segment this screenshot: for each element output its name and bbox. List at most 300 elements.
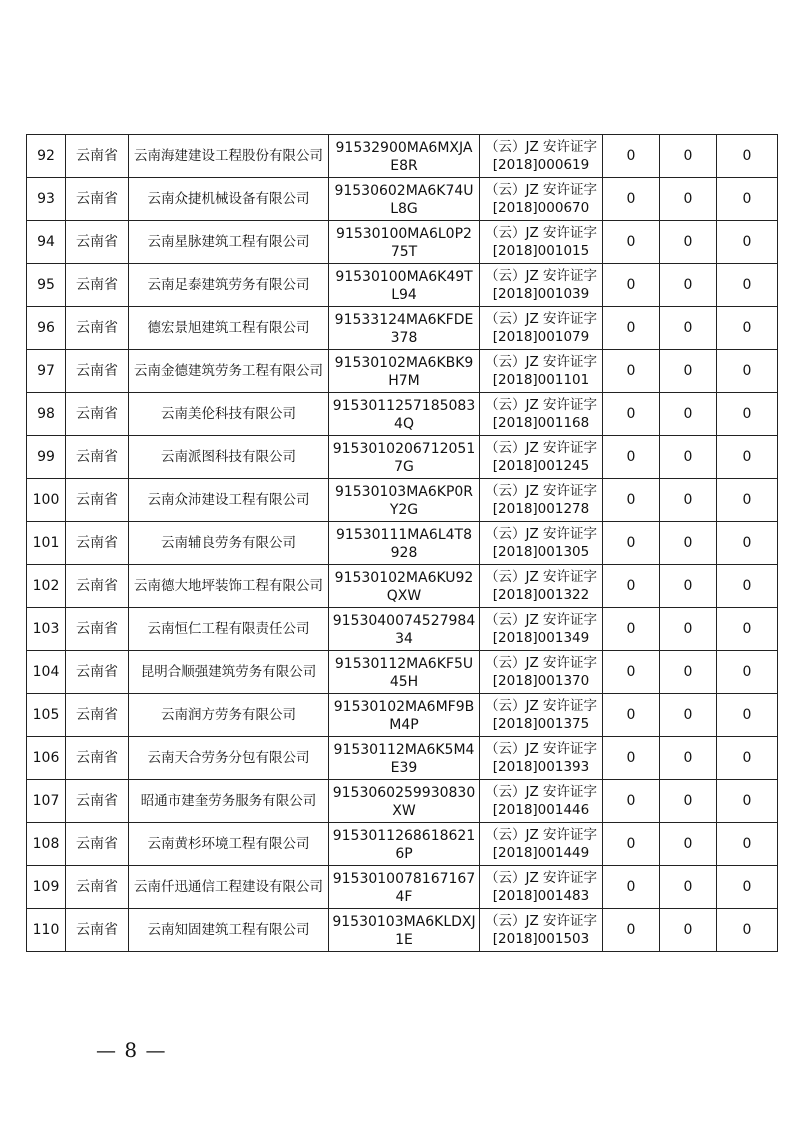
row-number-cell [27,479,66,522]
permit-number-cell [480,651,603,694]
credit-code-cell-text: 34 [395,630,413,647]
count-cell-1-text: 0 [626,664,636,680]
permit-number-cell-text: （云）JZ 安许证字 [484,526,598,542]
table-row [27,694,778,737]
permit-number-cell-text: （云）JZ 安许证字 [484,139,598,155]
credit-code-cell-text: 91530112MA6KF5U [334,655,474,672]
count-cell-3 [717,479,778,522]
company-name-cell [129,307,329,350]
credit-code-cell-text: L94 [391,286,417,303]
province-cell-text: 云南省 [76,234,118,250]
row-number-cell [27,866,66,909]
count-cell-1-text: 0 [626,449,636,465]
permit-number-cell-text: （云）JZ 安许证字 [484,268,598,284]
row-number-cell-text: 95 [37,277,55,293]
credit-code-cell [329,307,480,350]
permit-number-cell-text: [2018]001039 [492,286,590,302]
count-cell-3-text: 0 [742,836,752,852]
permit-number-cell [480,221,603,264]
count-cell-3 [717,694,778,737]
permit-number-cell [480,909,603,952]
permit-number-cell-text: [2018]001349 [492,630,590,646]
count-cell-3-text: 0 [742,277,752,293]
province-cell-text: 云南省 [76,320,118,336]
permit-number-cell [480,350,603,393]
credit-code-cell-text: 1E [395,931,413,948]
company-name-cell-text: 云南美伦科技有限公司 [161,406,296,422]
table-row [27,737,778,780]
count-cell-3-text: 0 [742,234,752,250]
company-name-cell [129,866,329,909]
permit-number-cell-text: [2018]001393 [492,759,590,775]
company-name-cell [129,909,329,952]
company-name-cell-text: 昆明合顺强建筑劳务有限公司 [140,664,317,680]
count-cell-1-text: 0 [626,879,636,895]
count-cell-2 [660,694,717,737]
count-cell-2 [660,178,717,221]
row-number-cell [27,393,66,436]
count-cell-3-text: 0 [742,879,752,895]
credit-code-cell [329,909,480,952]
company-name-cell-text: 云南金德建筑劳务工程有限公司 [134,363,323,379]
company-table-container [26,134,778,952]
count-cell-1-text: 0 [626,535,636,551]
permit-number-cell-text: [2018]001168 [492,415,590,431]
count-cell-2-text: 0 [683,492,693,508]
table-row [27,909,778,952]
count-cell-3 [717,436,778,479]
row-number-cell-text: 109 [32,879,60,895]
count-cell-2-text: 0 [683,363,693,379]
province-cell-text: 云南省 [76,922,118,938]
count-cell-3 [717,737,778,780]
credit-code-cell [329,221,480,264]
credit-code-cell-text: L8G [390,200,418,217]
credit-code-cell [329,694,480,737]
count-cell-1-text: 0 [626,191,636,207]
count-cell-3 [717,909,778,952]
count-cell-1-text: 0 [626,793,636,809]
row-number-cell-text: 106 [32,750,60,766]
permit-number-cell [480,694,603,737]
permit-number-cell-text: [2018]001446 [492,802,590,818]
credit-code-cell-text: 91530111MA6L4T8 [336,526,472,543]
permit-number-cell [480,866,603,909]
count-cell-1 [603,866,660,909]
company-name-cell [129,522,329,565]
permit-number-cell-text: [2018]000670 [492,200,590,216]
company-table-body [27,135,778,952]
row-number-cell-text: 107 [32,793,60,809]
row-number-cell-text: 105 [32,707,60,723]
permit-number-cell-text: （云）JZ 安许证字 [484,784,598,800]
credit-code-cell-text: 91530112MA6K5M4 [333,741,475,758]
row-number-cell-text: 94 [37,234,55,250]
count-cell-3 [717,393,778,436]
company-name-cell-text: 云南润方劳务有限公司 [161,707,296,723]
permit-number-cell-text: [2018]001449 [492,845,590,861]
company-name-cell [129,350,329,393]
province-cell-text: 云南省 [76,879,118,895]
count-cell-1 [603,479,660,522]
province-cell [66,350,129,393]
row-number-cell [27,651,66,694]
permit-number-cell-text: [2018]001370 [492,673,590,689]
count-cell-3 [717,780,778,823]
table-row [27,178,778,221]
count-cell-1 [603,307,660,350]
permit-number-cell-text: （云）JZ 安许证字 [484,827,598,843]
count-cell-1-text: 0 [626,148,636,164]
table-row [27,651,778,694]
credit-code-cell-text: 378 [390,329,418,346]
table-row [27,823,778,866]
count-cell-2 [660,866,717,909]
company-name-cell [129,737,329,780]
province-cell [66,436,129,479]
company-name-cell [129,479,329,522]
company-name-cell-text: 云南星脉建筑工程有限公司 [147,234,310,250]
count-cell-1-text: 0 [626,922,636,938]
permit-number-cell-text: [2018]001503 [492,931,590,947]
count-cell-1-text: 0 [626,750,636,766]
credit-code-cell-text: 9153040074527984 [332,612,476,629]
permit-number-cell-text: （云）JZ 安许证字 [484,397,598,413]
permit-number-cell-text: [2018]001305 [492,544,590,560]
count-cell-2-text: 0 [683,234,693,250]
credit-code-cell-text: 928 [390,544,418,561]
province-cell [66,737,129,780]
count-cell-2 [660,221,717,264]
province-cell-text: 云南省 [76,492,118,508]
row-number-cell-text: 96 [37,320,55,336]
province-cell-text: 云南省 [76,449,118,465]
row-number-cell-text: 102 [32,578,60,594]
company-name-cell [129,135,329,178]
count-cell-2-text: 0 [683,320,693,336]
table-row [27,436,778,479]
count-cell-1 [603,608,660,651]
count-cell-3-text: 0 [742,406,752,422]
company-name-cell [129,780,329,823]
row-number-cell [27,350,66,393]
permit-number-cell-text: （云）JZ 安许证字 [484,569,598,585]
count-cell-2 [660,436,717,479]
row-number-cell [27,823,66,866]
company-name-cell-text: 云南仟迅通信工程建设有限公司 [134,879,323,895]
row-number-cell [27,221,66,264]
credit-code-cell-text: 6P [395,845,413,862]
count-cell-2-text: 0 [683,621,693,637]
company-name-cell [129,393,329,436]
count-cell-2-text: 0 [683,449,693,465]
count-cell-3-text: 0 [742,449,752,465]
count-cell-1-text: 0 [626,707,636,723]
row-number-cell-text: 97 [37,363,55,379]
company-table [26,134,778,952]
count-cell-3 [717,221,778,264]
province-cell [66,909,129,952]
province-cell-text: 云南省 [76,578,118,594]
count-cell-1-text: 0 [626,836,636,852]
row-number-cell [27,178,66,221]
count-cell-2 [660,350,717,393]
credit-code-cell [329,866,480,909]
permit-number-cell [480,737,603,780]
count-cell-2-text: 0 [683,148,693,164]
count-cell-1 [603,436,660,479]
credit-code-cell-text: 9153011257185083 [332,397,476,414]
count-cell-1 [603,264,660,307]
count-cell-3 [717,135,778,178]
permit-number-cell [480,522,603,565]
credit-code-cell-text: QXW [386,587,422,604]
count-cell-2-text: 0 [683,836,693,852]
count-cell-2-text: 0 [683,406,693,422]
company-name-cell-text: 云南知固建筑工程有限公司 [147,922,310,938]
count-cell-1 [603,823,660,866]
count-cell-2 [660,522,717,565]
permit-number-cell-text: （云）JZ 安许证字 [484,354,598,370]
credit-code-cell [329,651,480,694]
credit-code-cell-text: 91532900MA6MXJA [335,139,473,156]
credit-code-cell [329,436,480,479]
company-name-cell-text: 云南海建建设工程股份有限公司 [134,148,323,164]
permit-number-cell-text: [2018]001079 [492,329,590,345]
credit-code-cell [329,393,480,436]
table-row [27,780,778,823]
credit-code-cell-text: 91530103MA6KP0R [334,483,474,500]
count-cell-1-text: 0 [626,234,636,250]
company-name-cell-text: 云南德大地坪装饰工程有限公司 [134,578,323,594]
count-cell-3-text: 0 [742,793,752,809]
permit-number-cell-text: [2018]001322 [492,587,590,603]
row-number-cell [27,522,66,565]
province-cell [66,565,129,608]
credit-code-cell [329,780,480,823]
credit-code-cell-text: E8R [390,157,418,174]
count-cell-2 [660,780,717,823]
province-cell [66,823,129,866]
credit-code-cell [329,608,480,651]
count-cell-3-text: 0 [742,320,752,336]
count-cell-2 [660,651,717,694]
count-cell-1-text: 0 [626,406,636,422]
credit-code-cell-text: 75T [390,243,418,260]
count-cell-2-text: 0 [683,535,693,551]
company-name-cell [129,436,329,479]
count-cell-3-text: 0 [742,750,752,766]
permit-number-cell-text: [2018]001015 [492,243,590,259]
count-cell-1 [603,909,660,952]
credit-code-cell-text: 7G [394,458,414,475]
count-cell-3 [717,350,778,393]
permit-number-cell [480,135,603,178]
permit-number-cell-text: [2018]001245 [492,458,590,474]
count-cell-1 [603,135,660,178]
province-cell [66,651,129,694]
credit-code-cell-text: 9153011268618621 [332,827,476,844]
count-cell-2 [660,608,717,651]
count-cell-1-text: 0 [626,320,636,336]
count-cell-2 [660,307,717,350]
province-cell-text: 云南省 [76,406,118,422]
credit-code-cell [329,823,480,866]
row-number-cell-text: 93 [37,191,55,207]
row-number-cell [27,909,66,952]
count-cell-3 [717,522,778,565]
row-number-cell-text: 110 [32,922,60,938]
count-cell-3-text: 0 [742,148,752,164]
credit-code-cell-text: 4F [395,888,413,905]
permit-number-cell-text: （云）JZ 安许证字 [484,698,598,714]
credit-code-cell-text: 91530100MA6L0P2 [336,225,472,242]
province-cell [66,264,129,307]
permit-number-cell [480,178,603,221]
count-cell-3 [717,565,778,608]
province-cell-text: 云南省 [76,535,118,551]
row-number-cell [27,135,66,178]
company-name-cell-text: 云南足泰建筑劳务有限公司 [147,277,310,293]
count-cell-3-text: 0 [742,492,752,508]
table-row [27,608,778,651]
count-cell-1-text: 0 [626,492,636,508]
permit-number-cell-text: （云）JZ 安许证字 [484,182,598,198]
row-number-cell-text: 99 [37,449,55,465]
company-name-cell-text: 云南派图科技有限公司 [161,449,296,465]
table-row [27,866,778,909]
row-number-cell [27,780,66,823]
credit-code-cell-text: 91530103MA6KLDXJ [332,913,476,930]
permit-number-cell-text: （云）JZ 安许证字 [484,225,598,241]
permit-number-cell [480,436,603,479]
credit-code-cell-text: 9153010206712051 [332,440,476,457]
count-cell-3-text: 0 [742,664,752,680]
count-cell-3-text: 0 [742,922,752,938]
credit-code-cell-text: H7M [388,372,420,389]
credit-code-cell-text: E39 [390,759,418,776]
credit-code-cell-text: 91530102MA6KU92 [334,569,474,586]
province-cell-text: 云南省 [76,148,118,164]
province-cell [66,393,129,436]
row-number-cell [27,694,66,737]
credit-code-cell [329,522,480,565]
credit-code-cell-text: 91530100MA6K49T [335,268,473,285]
company-name-cell [129,221,329,264]
count-cell-2 [660,737,717,780]
count-cell-1-text: 0 [626,277,636,293]
count-cell-1 [603,221,660,264]
credit-code-cell [329,565,480,608]
province-cell-text: 云南省 [76,363,118,379]
permit-number-cell-text: [2018]001278 [492,501,590,517]
company-name-cell [129,264,329,307]
province-cell [66,135,129,178]
credit-code-cell-text: 91530102MA6MF9B [333,698,475,715]
province-cell [66,522,129,565]
company-name-cell [129,694,329,737]
count-cell-3 [717,651,778,694]
permit-number-cell-text: （云）JZ 安许证字 [484,741,598,757]
table-row [27,264,778,307]
row-number-cell [27,264,66,307]
count-cell-3-text: 0 [742,578,752,594]
table-row [27,565,778,608]
credit-code-cell-text: 91530102MA6KBK9 [334,354,474,371]
row-number-cell-text: 103 [32,621,60,637]
province-cell [66,608,129,651]
credit-code-cell-text: 4Q [394,415,414,432]
permit-number-cell [480,780,603,823]
count-cell-1-text: 0 [626,621,636,637]
count-cell-2-text: 0 [683,793,693,809]
count-cell-3 [717,823,778,866]
count-cell-2 [660,565,717,608]
company-name-cell [129,823,329,866]
count-cell-2-text: 0 [683,750,693,766]
permit-number-cell-text: （云）JZ 安许证字 [484,655,598,671]
count-cell-2 [660,264,717,307]
count-cell-1 [603,780,660,823]
table-row [27,393,778,436]
count-cell-2 [660,479,717,522]
province-cell [66,694,129,737]
count-cell-1 [603,565,660,608]
count-cell-3 [717,608,778,651]
row-number-cell [27,608,66,651]
count-cell-3-text: 0 [742,191,752,207]
company-name-cell [129,178,329,221]
province-cell-text: 云南省 [76,793,118,809]
count-cell-3 [717,866,778,909]
count-cell-3-text: 0 [742,363,752,379]
permit-number-cell-text: [2018]000619 [492,157,590,173]
permit-number-cell-text: （云）JZ 安许证字 [484,612,598,628]
count-cell-2 [660,909,717,952]
province-cell-text: 云南省 [76,664,118,680]
count-cell-1 [603,350,660,393]
permit-number-cell [480,823,603,866]
count-cell-3 [717,178,778,221]
count-cell-3-text: 0 [742,707,752,723]
credit-code-cell-text: XW [392,802,416,819]
permit-number-cell [480,479,603,522]
company-name-cell-text: 云南众沛建设工程有限公司 [147,492,310,508]
row-number-cell-text: 101 [32,535,60,551]
permit-number-cell-text: （云）JZ 安许证字 [484,440,598,456]
province-cell [66,307,129,350]
row-number-cell-text: 92 [37,148,55,164]
table-row [27,350,778,393]
company-name-cell-text: 昭通市建奎劳务服务有限公司 [140,793,317,809]
permit-number-cell [480,565,603,608]
row-number-cell-text: 100 [32,492,60,508]
row-number-cell [27,436,66,479]
company-name-cell [129,565,329,608]
province-cell [66,479,129,522]
permit-number-cell [480,608,603,651]
province-cell [66,866,129,909]
province-cell-text: 云南省 [76,750,118,766]
count-cell-1 [603,393,660,436]
credit-code-cell [329,479,480,522]
count-cell-1 [603,694,660,737]
count-cell-2 [660,135,717,178]
credit-code-cell-text: 9153060259930830 [332,784,476,801]
permit-number-cell [480,307,603,350]
province-cell [66,780,129,823]
count-cell-2-text: 0 [683,277,693,293]
